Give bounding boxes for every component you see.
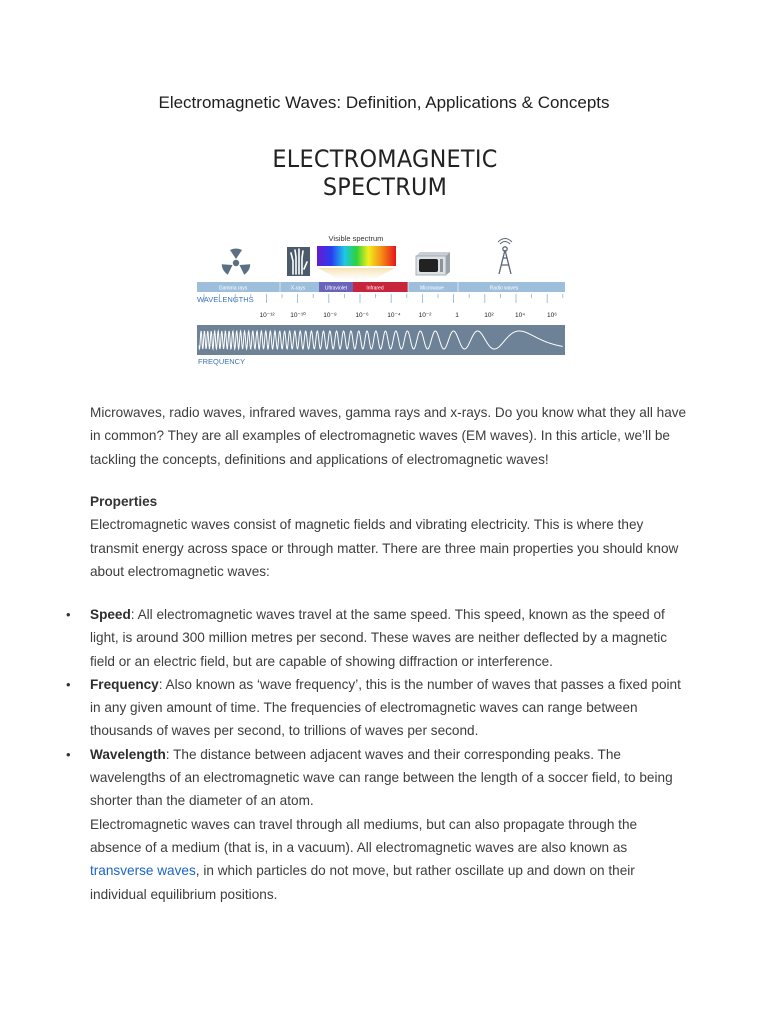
visible-spectrum-label: Visible spectrum <box>328 234 384 243</box>
band-label-infrared: Infrared <box>366 285 384 292</box>
tick-label: 10⁴ <box>514 312 526 319</box>
radio-tower-icon <box>498 239 512 275</box>
tick-label: 1 <box>455 312 459 319</box>
band-label-ultraviolet: Ultraviolet <box>324 285 348 292</box>
term-wavelength: Wavelength <box>90 746 166 762</box>
frequency-description: : Also known as ‘wave frequency’, this is the number of waves that passes a fixed point in any given amount of time. The frequencies of electromagnetic waves can range between thousands of waves per second, to trillions of waves per second. <box>90 676 681 739</box>
em-spectrum-figure <box>190 140 580 375</box>
list-item-wavelength <box>90 743 690 813</box>
properties-paragraph: Electromagnetic waves consist of magnetic fields and vibrating electricity. This is where they transmit energy across space or through matter. There are three main properties you should know about electromagnetic waves: <box>90 517 679 579</box>
spectrum-diagram <box>190 140 580 375</box>
wavelength-tick-labels <box>260 311 558 319</box>
tick-label: 10² <box>484 312 494 319</box>
band-label-gamma: Gamma rays <box>218 285 248 292</box>
tick-label: 10⁻⁴ <box>387 312 401 319</box>
band-label-radio: Radio waves <box>489 285 519 292</box>
tick-label: 10⁻² <box>418 312 432 319</box>
term-frequency: Frequency <box>90 676 159 692</box>
wavelength-ruler <box>204 294 563 303</box>
band-bar <box>197 282 565 292</box>
closing-text-start: Electromagnetic waves can travel through all mediums, but can also propagate through the absence of a medium (that is, in a vacuum). All electromagnetic waves are also known as <box>90 816 638 855</box>
tick-label: 10⁻¹² <box>259 312 275 319</box>
tick-label: 10⁻⁶ <box>355 312 369 319</box>
properties-list <box>90 603 690 813</box>
list-item-frequency <box>90 673 690 743</box>
intro-paragraph: Microwaves, radio waves, infrared waves, gamma rays and x-rays. Do you know what they all have in common? They are all examples of electromagnetic waves (EM waves). In this article, we’ll be tackling the concepts, definitions and applications of electromagnetic waves! <box>90 405 687 467</box>
figure-heading: ELECTROMAGNETIC SPECTRUM <box>272 145 498 201</box>
intro-section <box>90 401 690 471</box>
term-speed: Speed <box>90 607 131 622</box>
radiation-icon <box>220 249 251 276</box>
document-title: Electromagnetic Waves: Definition, Applications & Concepts <box>158 93 610 112</box>
band-label-xray: X-rays <box>290 285 306 292</box>
properties-list-section <box>90 603 690 906</box>
tick-label: 10⁶ <box>547 312 557 319</box>
tick-label: 10⁻⁸ <box>323 312 337 319</box>
closing-text-end: , in which particles do not move, but rather oscillate up and down on their individual equilibrium positions. <box>90 863 635 902</box>
band-label-microwave: Microwave <box>420 285 444 292</box>
tick-label: 10⁻¹⁰ <box>290 312 306 319</box>
properties-heading: Properties <box>90 494 158 509</box>
list-item-speed <box>90 603 690 673</box>
wavelength-description: : The distance between adjacent waves and their corresponding peaks. The wavelengths of an electromagnetic wave can range between the length of a soccer field, to being shorter than the diameter of an atom. <box>90 746 673 809</box>
closing-paragraph <box>90 813 690 906</box>
frequency-label: FREQUENCY <box>198 357 246 366</box>
transverse-waves-link[interactable]: transverse waves <box>90 863 196 879</box>
microwave-oven-icon <box>416 252 450 275</box>
rainbow-spectrum-icon <box>317 246 396 280</box>
wavelengths-label: WAVELENGTHS <box>197 295 254 304</box>
speed-description: : All electromagnetic waves travel at the same speed. This speed, known as the speed of light, is around 300 million metres per second. These waves are neither deflected by a magnetic field or an electric field, but are capable of showing diffraction or interference. <box>90 607 668 669</box>
properties-section <box>90 490 690 583</box>
xray-hand-icon <box>287 247 310 276</box>
